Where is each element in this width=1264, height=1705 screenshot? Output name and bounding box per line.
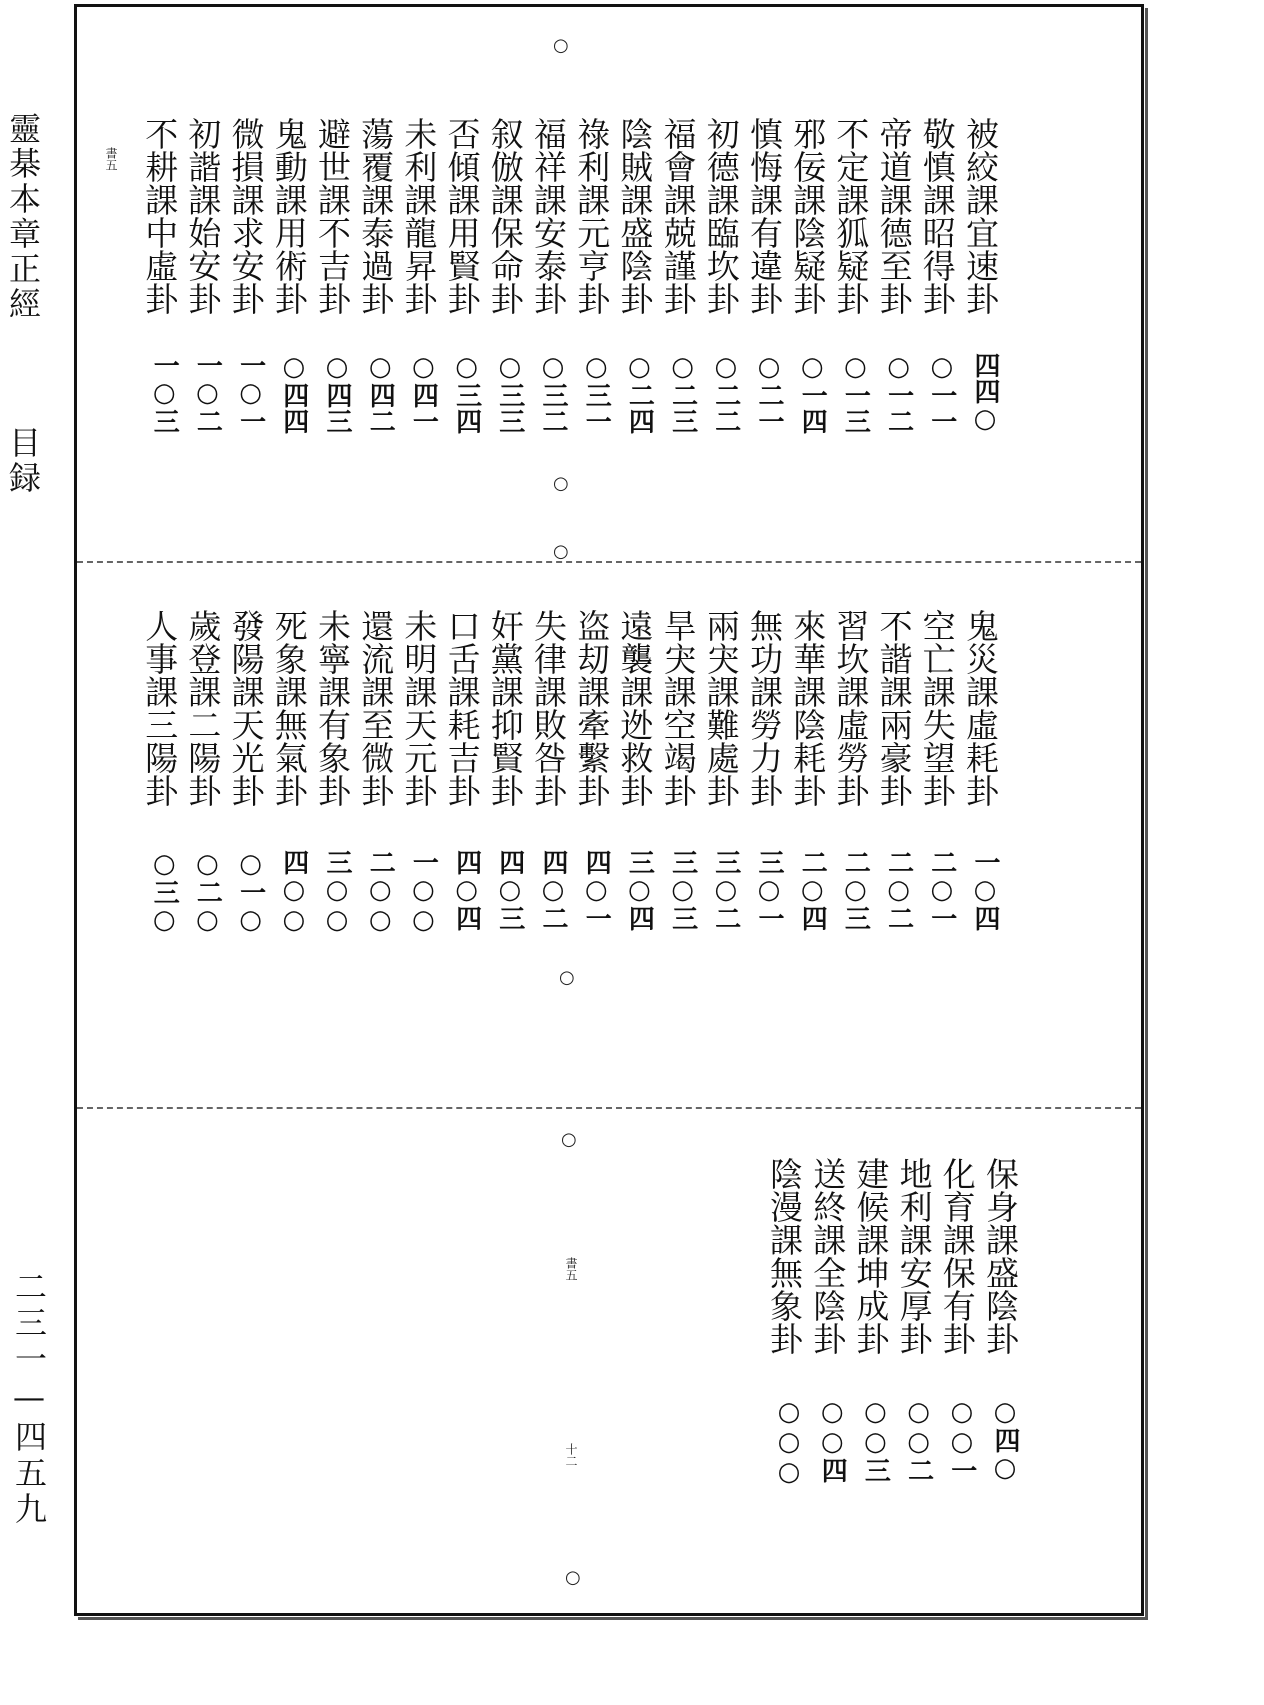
entry-title: 鬼災課虛耗卦: [961, 609, 1000, 807]
block-3-bottom-mark: ○: [565, 1567, 581, 1588]
block-3-note: 書五: [564, 1257, 578, 1281]
entry-title: 福祥課安泰卦: [529, 117, 568, 315]
entry-title: 不耕課中虛卦: [140, 117, 180, 315]
entry-number: ○三○: [149, 849, 180, 935]
entry-title: 被絞課宜速卦: [961, 117, 1000, 315]
entry-number: ○○一: [946, 1397, 977, 1483]
entry-title: 不定課狐疑卦: [831, 117, 871, 315]
entry-number: ○○三: [860, 1397, 891, 1483]
entry-title: 奸黨課抑賢卦: [485, 609, 525, 807]
entry-title: 祿利課元亨卦: [572, 117, 612, 315]
entry-title: 習坎課虛勞卦: [831, 609, 871, 807]
entry-number: ○一四: [797, 352, 828, 434]
entry-number: 四○二: [538, 849, 568, 931]
block-1-note: 書五: [104, 147, 118, 171]
entry-number: ○四二: [365, 352, 396, 434]
entry-number: 一○○: [408, 849, 439, 935]
entry-title: 未利課龍昇卦: [399, 117, 439, 315]
entry-number: ○一一: [926, 352, 957, 434]
entry-number: ○二三: [667, 352, 698, 434]
entry-number: ○一○: [235, 849, 266, 935]
entry-title: 初諧課始安卦: [183, 117, 223, 315]
entry-title: 不諧課兩豪卦: [874, 609, 914, 807]
toc-block-2: [77, 541, 1141, 1107]
entry-title: 無功課勞力卦: [745, 609, 784, 807]
entry-title: 避世課不吉卦: [313, 117, 352, 315]
entry-number: ○三四: [451, 352, 482, 434]
entry-number: 四四○: [970, 352, 1000, 434]
entry-number: ○三二: [538, 352, 568, 434]
entry-title: 地利課安厚卦: [894, 1157, 934, 1355]
margin-book-title: [6, 112, 40, 496]
entry-number: 三○二: [710, 849, 741, 931]
entry-number: 一○三: [149, 352, 180, 434]
entry-number: ○三三: [494, 352, 525, 434]
entry-number: 四○一: [581, 849, 612, 931]
entry-number: ○四○: [990, 1397, 1020, 1483]
entry-number: 一○一: [235, 352, 266, 434]
entry-number: 二○四: [797, 849, 828, 931]
entry-number: 三○一: [754, 849, 784, 931]
entry-number: 二○○: [365, 849, 396, 935]
block-2-bottom-mark: ○: [559, 967, 575, 988]
entry-number: 四○四: [451, 849, 482, 931]
entry-number: 二○一: [926, 849, 957, 931]
entry-title: 慎悔課有違卦: [745, 117, 784, 315]
entry-title: 未寧課有象卦: [313, 609, 352, 807]
entry-title: 死象課無氣卦: [269, 609, 309, 807]
entry-title: 口舌課耗吉卦: [442, 609, 482, 807]
entry-number: ○一二: [883, 352, 914, 434]
entry-title: 歲登課二陽卦: [183, 609, 223, 807]
entry-title: 未明課天元卦: [399, 609, 439, 807]
entry-number: 二○二: [883, 849, 914, 931]
entry-number: 三○○: [322, 849, 352, 935]
entry-title: 否傾課用賢卦: [442, 117, 482, 315]
entry-title: 人事課三陽卦: [140, 609, 180, 807]
entry-title: 陰賊課盛陰卦: [615, 117, 655, 315]
entry-number: ○四一: [408, 352, 439, 434]
entry-number: ○○○: [774, 1397, 804, 1487]
entry-number: ○一三: [840, 352, 871, 434]
entry-title: 來華課陰耗卦: [788, 609, 828, 807]
entry-title: 失律課敗咎卦: [529, 609, 568, 807]
block-2-top-mark: ○: [553, 541, 569, 562]
entry-number: 二○三: [840, 849, 871, 931]
entry-title: 送終課全陰卦: [808, 1157, 848, 1355]
entry-number: 三○三: [667, 849, 698, 931]
entry-title: 敬慎課昭得卦: [917, 117, 957, 315]
entry-title: 邪佞課陰疑卦: [788, 117, 828, 315]
entry-title: 福會課兢謹卦: [658, 117, 698, 315]
entry-number: 三○四: [624, 849, 655, 931]
entry-number: 四○三: [494, 849, 525, 931]
toc-block-3: [77, 1107, 1141, 1613]
block-1-bottom-mark: ○: [553, 473, 569, 494]
entry-title: 還流課至微卦: [356, 609, 396, 807]
book-title: 靈棊本章正經: [4, 112, 42, 322]
entry-title: 陰漫課無象卦: [765, 1157, 804, 1355]
entry-number: ○四四: [278, 352, 309, 434]
entry-number: ○三一: [581, 352, 612, 434]
entry-number: ○二一: [754, 352, 784, 434]
entry-number: ○二○: [192, 849, 223, 935]
entry-number: ○○二: [903, 1397, 934, 1483]
entry-title: 旱宊課空竭卦: [658, 609, 698, 807]
block-1-top-mark: ○: [553, 35, 569, 56]
entry-title: 蕩覆課泰過卦: [356, 117, 396, 315]
entry-number: 四○○: [278, 849, 309, 935]
entry-title: 鬼動課用術卦: [269, 117, 309, 315]
entry-title: 化育課保有卦: [937, 1157, 977, 1355]
entry-title: 遠襲課迯救卦: [615, 609, 655, 807]
entry-number: 一○二: [192, 352, 223, 434]
entry-title: 空亡課失望卦: [917, 609, 957, 807]
margin-page-number: 二三一—四五九: [10, 1270, 48, 1528]
toc-block-1: [77, 7, 1141, 561]
section-label: 目録: [4, 426, 42, 496]
entry-title: 保身課盛陰卦: [981, 1157, 1020, 1355]
entry-number: 一○四: [970, 849, 1000, 931]
page-frame: [74, 4, 1144, 1616]
entry-number: ○二二: [710, 352, 741, 434]
entry-number: ○二四: [624, 352, 655, 434]
entry-number: ○四三: [322, 352, 352, 434]
entry-title: 發陽課天光卦: [226, 609, 266, 807]
block-3-top-mark: ○: [561, 1129, 577, 1150]
entry-title: 兩宊課難處卦: [701, 609, 741, 807]
entry-title: 建候課坤成卦: [851, 1157, 891, 1355]
entry-title: 帝道課德至卦: [874, 117, 914, 315]
entry-number: ○○四: [817, 1397, 848, 1483]
entry-title: 叙倣課保命卦: [485, 117, 525, 315]
entry-title: 微損課求安卦: [226, 117, 266, 315]
entry-title: 初德課臨坎卦: [701, 117, 741, 315]
block-3-folio: 十二: [564, 1443, 578, 1467]
entry-title: 盗刧課牽繫卦: [572, 609, 612, 807]
